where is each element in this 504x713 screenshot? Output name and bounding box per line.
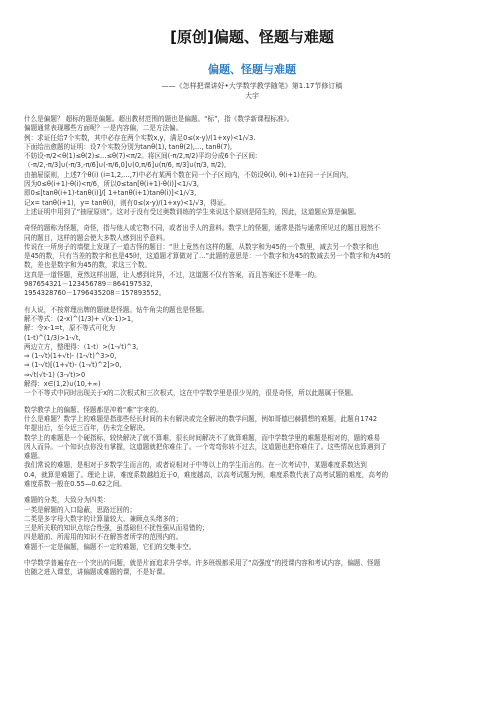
text-line: 解不等式：(2-x)^(1/3)+ √(x-1)>1，: [24, 314, 138, 323]
page-title: [原创]偏题、怪题与难题: [170, 28, 334, 46]
article-byline: ——《怎样把课讲好•大学数学教学随笔》第1.17节修订稿: [161, 82, 343, 90]
text-line: 二类是多字母大数字的计算量较大、兼顾点头绪多的；: [24, 514, 183, 523]
text-line: 什么是难题？数学上的难题是指那些经长时间的未有解决或完全解决的数学问题，例如哥德巴赫猜想的难题，此题自1742: [24, 414, 378, 423]
text-line: 什么是偏题？ 超标的题是偏题。超出教材范围的题也是偏题。“标”，指《数学新课程标准》。: [24, 115, 294, 123]
article-author: 大宇: [245, 92, 259, 100]
text-line: 传说在一所房子的墙壁上发现了一道古怪的题目：“世上竟然有这样的题，从数字和为45的一个数里，减去另一个数字和也: [24, 242, 379, 251]
text-line: 两边立方，整理得：（1-t）>(1-√t)^3,: [24, 342, 139, 351]
text-line: (1-t)^(1/3)>1-√t,: [24, 333, 81, 342]
text-line: 有人说，不按常理出牌的题就是怪题。钻牛角尖的题也是怪题。: [24, 305, 209, 314]
text-line: ⇒√t(√t-1) (3-√t)>0: [24, 370, 86, 379]
text-line: 由抽屉原则，上述7个θ(i) (i=1,2,…,7)中必有某两个数在同一个子区间内，不妨设θ(i), θ(i+1)在同一子区间内，: [24, 170, 353, 179]
text-line: 四是超前、所需用的知识不在解答者所学的范围内的。: [24, 533, 183, 542]
text-line: 下面给出愈题的证明：设7个实数分别为tanθ(1), tanθ(2),…, tanθ(7),: [24, 142, 232, 151]
text-line: 难题的分类，大致分为四类：: [24, 496, 110, 505]
text-line: 1954328760－1796435208＝157893552。: [24, 289, 166, 298]
text-line: 同的题目，这样的题会使大多数人感到出乎意料。: [24, 233, 170, 242]
text-line: 因为0≤θ(i+1)-θ(i)<π/6，所以0≤tan[θ(i+1)-θ(i)]<1/√3,: [24, 180, 199, 189]
text-line: ⇒ (1-√t)(1+√t)- (1-√t)^3>0,: [24, 352, 117, 361]
text-line: 解：令x-1=t，原不等式可化为: [24, 324, 116, 333]
text-line: 987654321－123456789＝864197532,: [24, 280, 153, 289]
text-line: （-π/2,-π/3]∪(-π/3,-π/6]∪(-π/6,0]∪(0,π/6]∪(π/6, π/3]∪(π/3, π/2),: [24, 161, 227, 170]
text-line: 解得：x∈(1,2)∪(10,+∞): [24, 380, 101, 389]
text-line: 难度系数一般在0.55—0.62之间。: [24, 479, 126, 488]
text-line: 因人而异。一个知识点你没有掌握，这道题就把你难住了。一个弯弯你转不过去，这道题也把你难住了。这些情况也算遇到了: [24, 442, 387, 451]
article-body: [24, 115, 480, 578]
text-line: 数学教学上的偏题、怪题都是冲着“难”字来的。: [24, 405, 163, 414]
text-line: 年提出后，至今近三百年，仍未完全解决。: [24, 424, 150, 433]
text-line: 数，差也是数字和为45的数，求这三个数。: [24, 261, 152, 270]
text-line: 例：求证任给7个实数，其中必存在两个实数x,y，满足0≤(x-y)/(1+xy)<1/√3.: [24, 133, 256, 142]
text-line: 也随之进入课堂，讲偏题或难题的课，不是好课。: [24, 568, 170, 577]
text-line: 中学数学普遍存在一个突出的问题，就是片面追求升学率。许多班级都采用了“高强度”的授课内容和考试内容，偏题、怪题: [24, 559, 381, 568]
text-line: 数学上的难题是一个硬指标，较快解决了就不算难，很长时间解决不了就算难题，而中学数学里的难题是相对的，题的难易: [24, 433, 381, 442]
text-line: 不妨设-π/2<θ(1)≤θ(2)≤…≤θ(7)<π/2。将区间(-π/2,π/2)平均分成6个子区间:: [24, 152, 258, 161]
text-line: 是45的数，只有当差的数字和也是45时，这道题才算做对了…”此题的意思是：一个数字和为45的数减去另一个数字和为45的: [24, 252, 391, 261]
text-line: 偏题通常表现哪些方面呢？一是内容偏，二是方法偏。: [24, 124, 183, 133]
paragraph-gap: [24, 399, 480, 406]
article-subtitle: 偏题、怪题与难题: [208, 63, 296, 76]
text-line: 记x= tanθ(i+1)，y= tanθ(i)，则有0≤(x-y)/(1+xy)<1/√3，得证。: [24, 198, 230, 207]
text-line: 0.4，就算是难题了。理论上讲，难度系数越趋近于0，难度越高，以高考试题为例，难度系数代表了高考试题的难度，高考的: [24, 470, 389, 479]
text-line: 三是所关联的知识点综合性强，虽基础但不扰性强从而易错的；: [24, 524, 209, 533]
text-line: 这真是一道怪题，竟然这样出题，让人感到诧异，不过，这道题不仅有答案，而且答案还不是唯一的。: [24, 270, 321, 279]
text-line: 我们常说的难题，是相对于多数学生而言的，或者说相对于中等以上的学生而言的。在一次考试中，某题难度系数达到: [24, 461, 367, 470]
text-line: 即0≤[tanθ(i+1)-tanθ(i)]/[ 1+tanθ(i+1)tanθ(i)]<1/√3,: [24, 189, 197, 198]
paragraph-gap: [24, 552, 480, 559]
text-line: 上述证明中用到了“抽屉原则”。这对于没有受过奥数训练的学生来说这个原则是陌生的，因此，这道题应算是偏题。: [24, 207, 361, 216]
paragraph-gap: [24, 217, 480, 224]
text-line: 一个不等式中同时出现关于x的二次根式和三次根式，这在中学数学里是很少见的，很是奇怪，所以此题属于怪题。: [24, 389, 358, 398]
text-line: 一类是解题的入口隐蔽，思路迂回的；: [24, 505, 137, 514]
paragraph-gap: [24, 299, 480, 306]
paragraph-gap: [24, 489, 480, 496]
text-line: 难题。: [24, 452, 44, 461]
text-line: 难题不一定是偏题，偏题不一定的难题，它们的交集非空。: [24, 542, 196, 551]
text-line: ⇒ (1-√t)[(1+√t)- (1-√t)^2]>0,: [24, 361, 122, 370]
text-line: 奇怪的题称为怪题，奇怪，指与他人或它物不同，或者出乎人的意料。数学上的怪题，通常是指与通常所见过的题目迥然不: [24, 224, 381, 233]
